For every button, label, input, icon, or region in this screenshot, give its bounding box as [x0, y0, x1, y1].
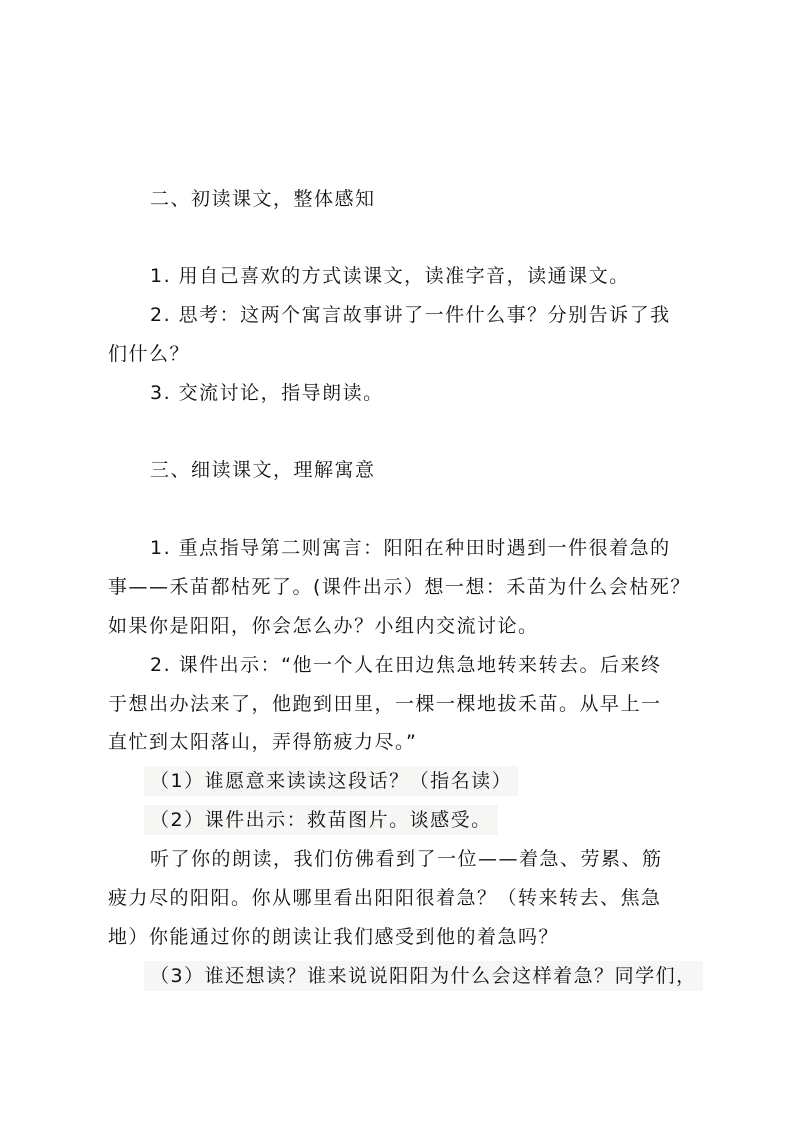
- paragraph-1-line-2: 事——禾苗都枯死了。(课件出示）想一想：禾苗为什么会枯死？: [108, 576, 691, 598]
- list-item-3: 3. 交流讨论，指导朗读。: [150, 382, 384, 404]
- sub-item-3: （3）谁还想读？谁来说说阳阳为什么会这样着急？同学们，: [144, 961, 703, 991]
- list-item-2-line-2: 们什么？: [108, 343, 191, 365]
- sub-item-2: （2）课件出示：救苗图片。谈感受。: [144, 805, 498, 835]
- list-item-1: 1. 用自己喜欢的方式读课文，读准字音，读通课文。: [150, 265, 630, 287]
- paragraph-3-line-3: 地）你能通过你的朗读让我们感受到他的着急吗？: [108, 926, 560, 948]
- paragraph-2-line-3: 直忙到太阳落山，弄得筋疲力尽。”: [108, 731, 418, 753]
- paragraph-3-line-1: 听了你的朗读，我们仿佛看到了一位——着急、劳累、筋: [150, 848, 663, 870]
- section-heading-2: 二、初读课文，整体感知: [150, 188, 376, 210]
- paragraph-1-line-1: 1. 重点指导第二则寓言：阳阳在种田时遇到一件很着急的: [150, 537, 671, 559]
- paragraph-1-line-3: 如果你是阳阳，你会怎么办？小组内交流讨论。: [108, 615, 539, 637]
- list-item-2-line-1: 2. 思考：这两个寓言故事讲了一件什么事？分别告诉了我: [150, 304, 671, 326]
- sub-item-1: （1）谁愿意来读读这段话？（指名读）: [144, 766, 518, 796]
- paragraph-3-line-2: 疲力尽的阳阳。你从哪里看出阳阳很着急？（转来转去、焦急: [108, 887, 662, 909]
- paragraph-2-line-2: 于想出办法来了，他跑到田里，一棵一棵地拔禾苗。从早上一: [108, 693, 662, 715]
- paragraph-2-line-1: 2. 课件出示：“他一个人在田边焦急地转来转去。后来终: [150, 654, 662, 676]
- section-heading-3: 三、细读课文，理解寓意: [150, 459, 376, 481]
